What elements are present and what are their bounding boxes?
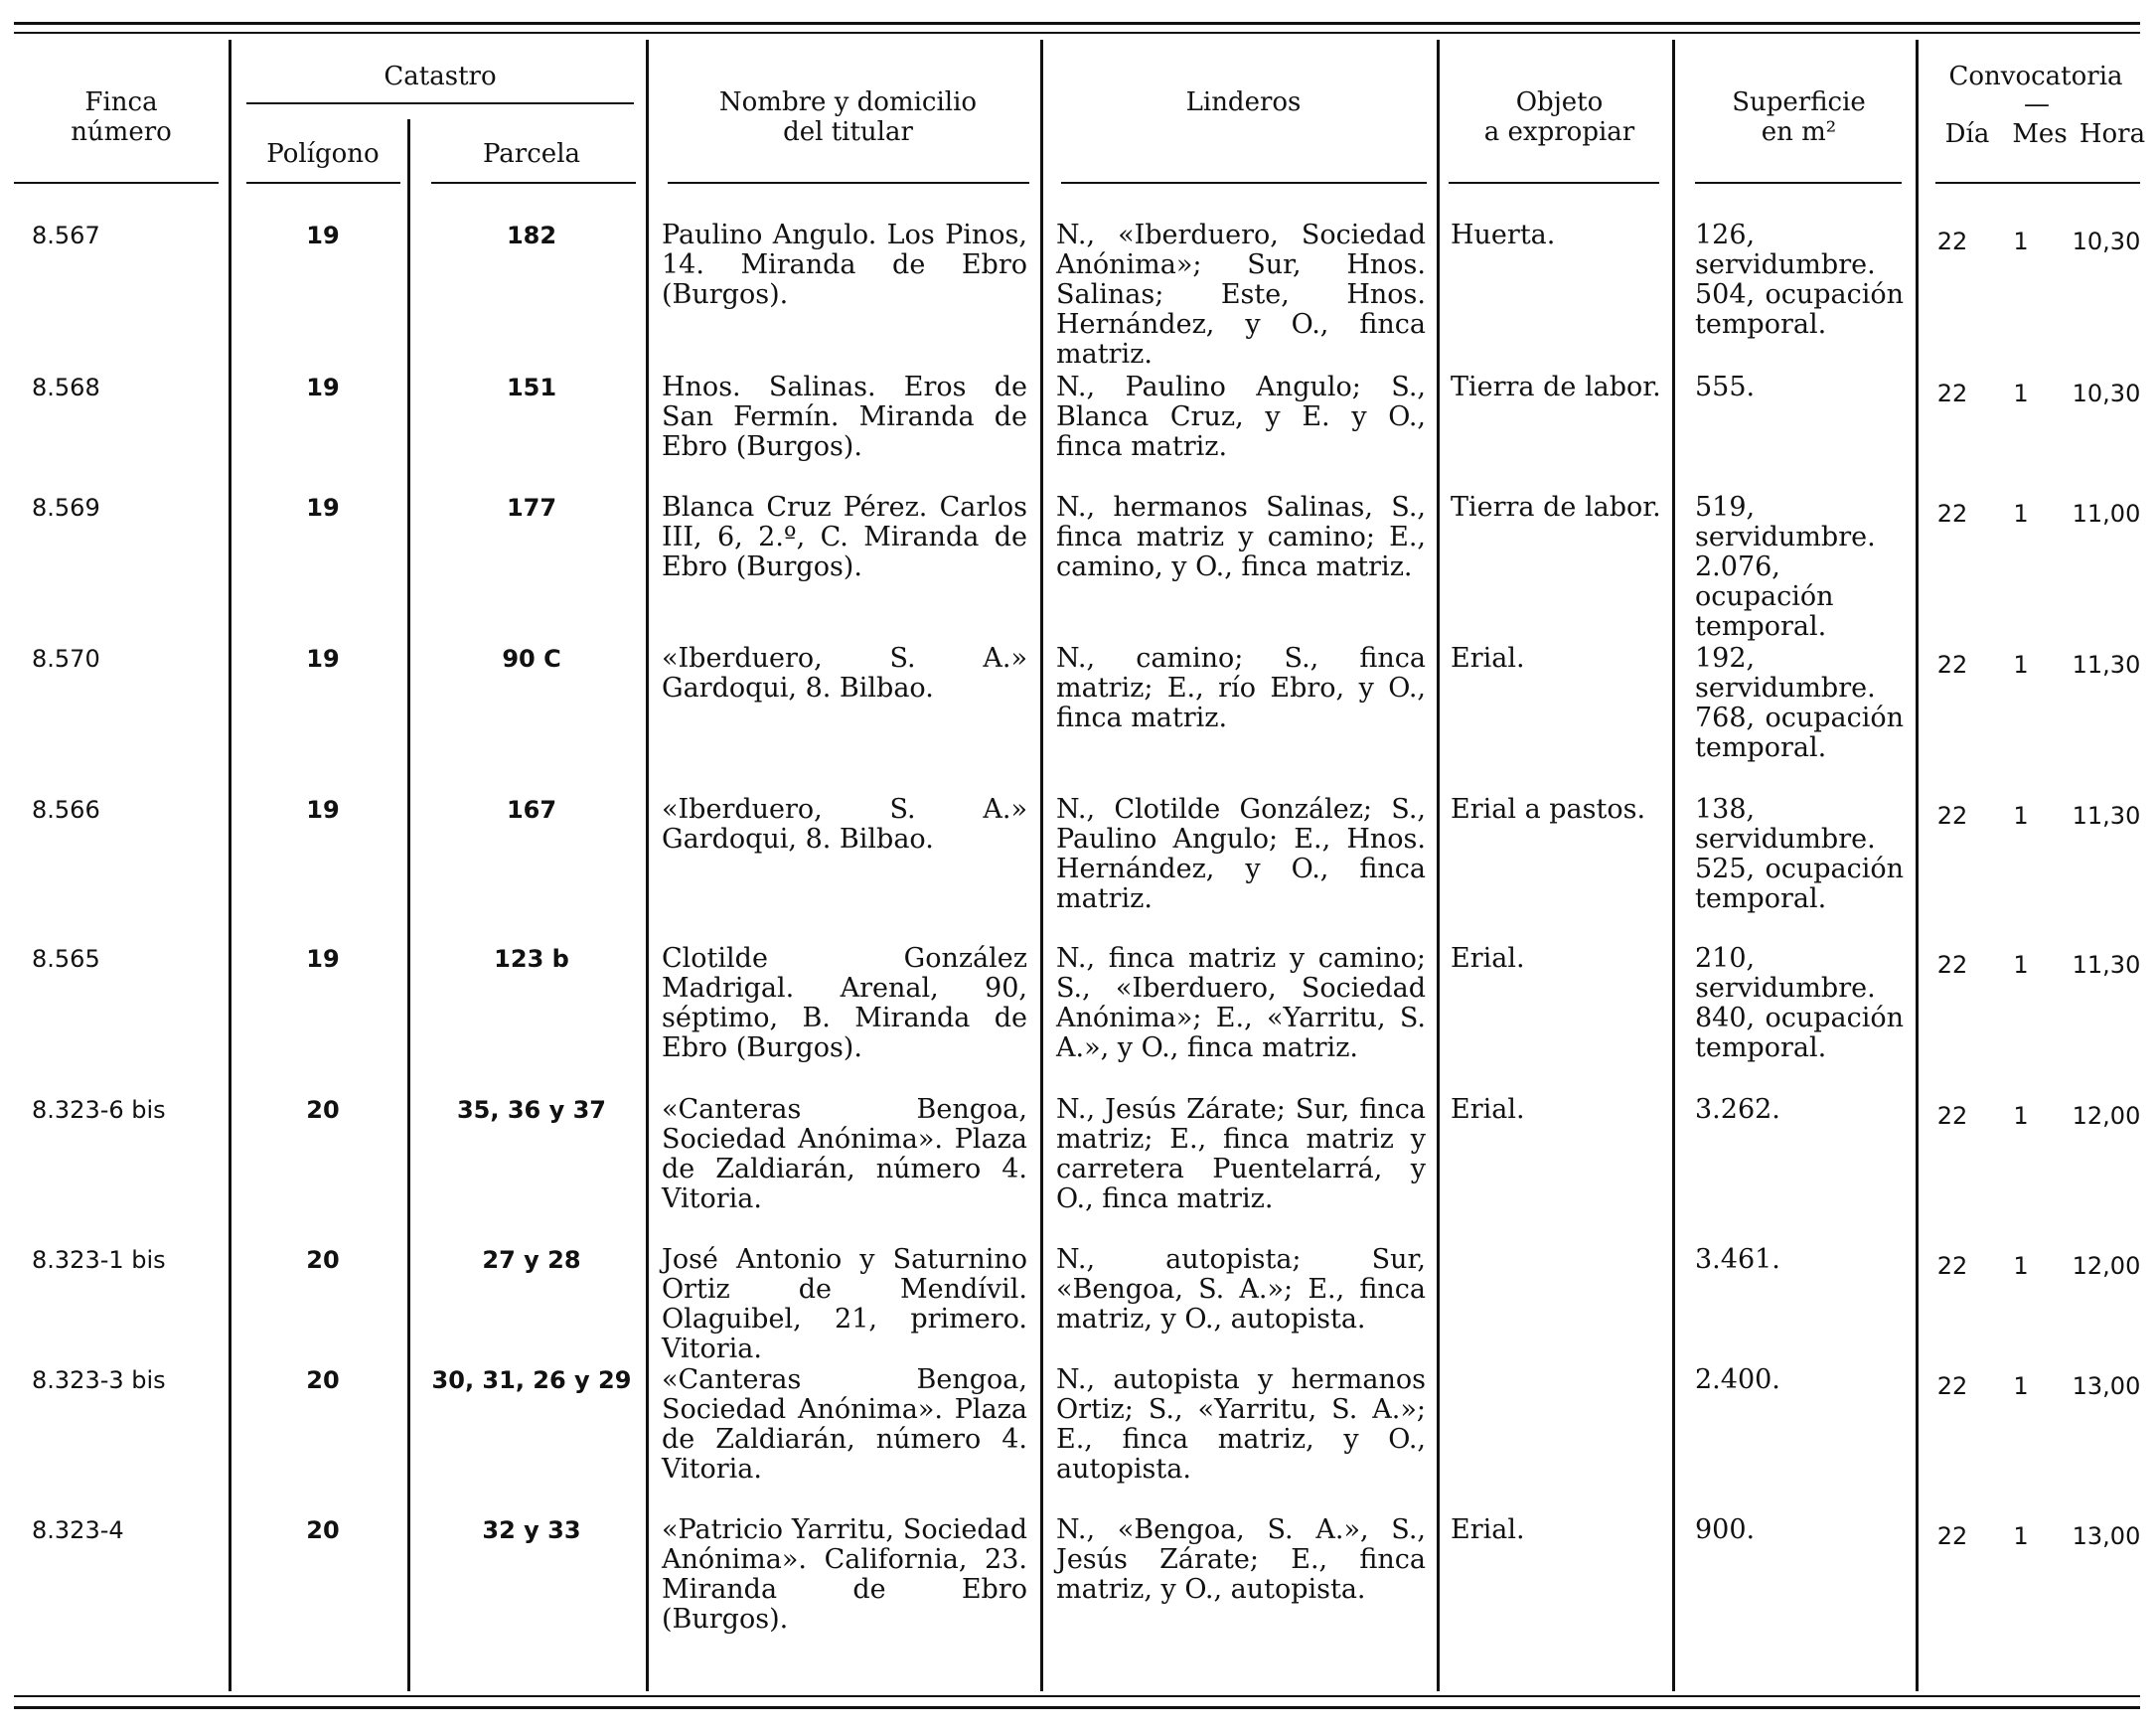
header-mes: Mes — [2012, 119, 2068, 149]
col-sep-4 — [1040, 40, 1043, 1691]
cell-mes: 1 — [2013, 1522, 2029, 1550]
header-rule-objeto — [1449, 182, 1659, 184]
cell-hora: 10,30 — [2072, 228, 2141, 255]
cell-poligono: 20 — [306, 1516, 340, 1544]
cell-objeto: Erial a pastos. — [1451, 794, 1646, 825]
cell-mes: 1 — [2013, 500, 2029, 528]
superficie-entry: 525, ocupación temporal. — [1695, 854, 1904, 914]
cell-mes: 1 — [2013, 802, 2029, 830]
cell-hora: 10,30 — [2072, 380, 2141, 407]
cell-titular: «Canteras Bengoa, Sociedad Anónima». Plaza de Zaldiarán, número 4. Vitoria. — [662, 1364, 1027, 1485]
superficie-entry: 504, ocupación temporal. — [1695, 279, 1904, 340]
cell-poligono: 20 — [306, 1246, 340, 1274]
cell-objeto: Erial. — [1451, 1514, 1525, 1545]
cell-dia: 22 — [1936, 1372, 1968, 1400]
cell-finca: 8.568 — [32, 374, 100, 401]
cell-linderos: N., finca matriz y camino; S., «Iberduero, Sociedad Anónima»; E., «Yarritu, S. A.», y O., finca matriz. — [1056, 943, 1426, 1063]
superficie-entry: 555. — [1695, 372, 1756, 402]
cell-linderos: N., autopista; Sur, «Bengoa, S. A.»; E., finca matriz, y O., autopista. — [1056, 1244, 1426, 1335]
cell-objeto: Tierra de labor. — [1451, 492, 1661, 523]
header-linderos: Linderos — [1185, 87, 1302, 117]
header-rule-finca — [14, 182, 219, 184]
bottom-rule-2 — [14, 1706, 2140, 1709]
col-sep-5 — [1437, 40, 1440, 1691]
col-sep-3 — [646, 40, 649, 1691]
cell-titular: Clotilde González Madrigal. Arenal, 90, séptimo, B. Miranda de Ebro (Burgos). — [662, 943, 1027, 1063]
cell-dia: 22 — [1936, 651, 1968, 679]
header-rule-titular — [668, 182, 1029, 184]
cell-titular: «Canteras Bengoa, Sociedad Anónima». Plaza de Zaldiarán, número 4. Vitoria. — [662, 1094, 1027, 1214]
header-rule-convocatoria — [1935, 182, 2140, 184]
cell-objeto: Erial. — [1451, 643, 1525, 674]
cell-parcela: 123 b — [494, 945, 569, 973]
cell-hora: 12,00 — [2072, 1252, 2141, 1280]
cell-hora: 11,30 — [2072, 951, 2141, 979]
cell-linderos: N., «Bengoa, S. A.», S., Jesús Zárate; E., finca matriz, y O., autopista. — [1056, 1514, 1426, 1605]
header-rule-linderos — [1061, 182, 1427, 184]
cell-mes: 1 — [2013, 1102, 2029, 1130]
header-titular: Nombre y domicilio del titular — [718, 87, 978, 147]
superficie-entry: 2.400. — [1695, 1364, 1780, 1395]
cell-poligono: 20 — [306, 1096, 340, 1124]
cell-parcela: 167 — [506, 796, 557, 824]
cell-dia: 22 — [1936, 1522, 1968, 1550]
header-rule-parcela — [431, 182, 636, 184]
header-objeto: Objeto a expropiar — [1483, 87, 1635, 147]
cell-parcela: 27 y 28 — [482, 1246, 581, 1274]
cell-dia: 22 — [1936, 228, 1968, 255]
cell-mes: 1 — [2013, 380, 2029, 407]
top-rule-1 — [14, 22, 2140, 25]
cell-finca: 8.323-6 bis — [32, 1096, 166, 1124]
cell-linderos: N., Paulino Angulo; S., Blanca Cruz, y E. y O., finca matriz. — [1056, 372, 1426, 462]
cell-superficie — [1695, 1365, 1904, 1395]
cell-hora: 12,00 — [2072, 1102, 2141, 1130]
cell-finca: 8.567 — [32, 222, 100, 249]
superficie-entry: 768, ocupación temporal. — [1695, 703, 1904, 763]
cell-finca: 8.323-4 — [32, 1516, 124, 1544]
cell-linderos: N., autopista y hermanos Ortiz; S., «Yarritu, S. A.»; E., finca matriz, y O., autopista. — [1056, 1364, 1426, 1485]
cell-superficie — [1695, 1245, 1904, 1275]
cell-hora: 11,30 — [2072, 802, 2141, 830]
cell-poligono: 19 — [306, 945, 340, 973]
header-convocatoria-dash: — — [2024, 89, 2050, 119]
cell-poligono: 19 — [306, 374, 340, 401]
cell-superficie — [1695, 944, 1904, 1063]
superficie-entry: 519, servidumbre. — [1695, 492, 1876, 552]
superficie-entry: 192, servidumbre. — [1695, 643, 1876, 704]
cell-titular: Paulino Angulo. Los Pinos, 14. Miranda de Ebro (Burgos). — [662, 220, 1027, 310]
cell-parcela: 35, 36 y 37 — [456, 1096, 607, 1124]
superficie-entry: 3.262. — [1695, 1094, 1780, 1125]
cell-titular: Hnos. Salinas. Eros de San Fermín. Miranda de Ebro (Burgos). — [662, 372, 1027, 462]
header-finca: Finca número — [71, 87, 172, 147]
cell-parcela: 177 — [506, 494, 557, 522]
cell-dia: 22 — [1936, 1252, 1968, 1280]
cell-objeto: Tierra de labor. — [1451, 372, 1661, 402]
superficie-entry: 3.461. — [1695, 1244, 1780, 1275]
cell-parcela: 30, 31, 26 y 29 — [431, 1366, 632, 1394]
cell-objeto: Erial. — [1451, 1094, 1525, 1125]
header-convocatoria: Convocatoria — [1948, 62, 2123, 91]
cell-dia: 22 — [1936, 951, 1968, 979]
cell-hora: 13,00 — [2072, 1522, 2141, 1550]
header-catastro: Catastro — [384, 62, 497, 91]
cell-linderos: N., «Iberduero, Sociedad Anónima»; Sur, Hnos. Salinas; Este, Hnos. Hernández, y O., finca matriz. — [1056, 220, 1426, 370]
cell-hora: 13,00 — [2072, 1372, 2141, 1400]
cell-finca: 8.566 — [32, 796, 100, 824]
cell-mes: 1 — [2013, 951, 2029, 979]
cell-poligono: 20 — [306, 1366, 340, 1394]
cell-titular: «Patricio Yarritu, Sociedad Anónima». California, 23. Miranda de Ebro (Burgos). — [662, 1514, 1027, 1635]
cell-objeto: Huerta. — [1451, 220, 1556, 250]
superficie-entry: 2.076, ocupación temporal. — [1695, 551, 1834, 642]
header-parcela: Parcela — [482, 139, 581, 169]
cell-parcela: 151 — [506, 374, 557, 401]
header-dia: Día — [1944, 119, 1990, 149]
cell-hora: 11,00 — [2072, 500, 2141, 528]
bottom-rule-1 — [14, 1695, 2140, 1697]
cell-superficie — [1695, 1515, 1904, 1545]
cell-titular: «Iberduero, S. A.» Gardoqui, 8. Bilbao. — [662, 794, 1027, 855]
superficie-entry: 126, servidumbre. — [1695, 220, 1876, 280]
header-poligono: Polígono — [266, 139, 380, 169]
superficie-entry: 840, ocupación temporal. — [1695, 1003, 1904, 1063]
cell-dia: 22 — [1936, 380, 1968, 407]
header-rule-poligono — [246, 182, 400, 184]
header-hora: Hora — [2079, 119, 2146, 149]
cell-mes: 1 — [2013, 1252, 2029, 1280]
cell-superficie — [1695, 493, 1904, 642]
cell-linderos: N., hermanos Salinas, S., finca matriz y camino; E., camino, y O., finca matriz. — [1056, 492, 1426, 582]
header-superficie: Superficie en m² — [1732, 87, 1866, 147]
cell-finca: 8.565 — [32, 945, 100, 973]
cell-parcela: 182 — [506, 222, 557, 249]
col-sep-6 — [1672, 40, 1675, 1691]
cell-linderos: N., Jesús Zárate; Sur, finca matriz; E., finca matriz y carretera Puentelarrá, y O., finca matriz. — [1056, 1094, 1426, 1214]
cell-superficie — [1695, 221, 1904, 340]
superficie-entry: 138, servidumbre. — [1695, 794, 1876, 855]
cell-parcela: 90 C — [502, 645, 561, 673]
cell-parcela: 32 y 33 — [482, 1516, 581, 1544]
header-rule-superficie — [1695, 182, 1902, 184]
col-sep-7 — [1916, 40, 1919, 1691]
cell-dia: 22 — [1936, 802, 1968, 830]
cell-superficie — [1695, 373, 1904, 402]
cell-titular: «Iberduero, S. A.» Gardoqui, 8. Bilbao. — [662, 643, 1027, 704]
col-sep-2 — [407, 119, 410, 1691]
col-sep-1 — [229, 40, 231, 1691]
cell-linderos: N., Clotilde González; S., Paulino Angulo; E., Hnos. Hernández, y O., finca matriz. — [1056, 794, 1426, 914]
cell-dia: 22 — [1936, 500, 1968, 528]
cell-superficie — [1695, 1095, 1904, 1125]
cell-mes: 1 — [2013, 228, 2029, 255]
superficie-entry: 900. — [1695, 1514, 1756, 1545]
cell-poligono: 19 — [306, 494, 340, 522]
cell-titular: Blanca Cruz Pérez. Carlos III, 6, 2.º, C. Miranda de Ebro (Burgos). — [662, 492, 1027, 582]
catastro-rule — [246, 102, 634, 104]
cell-superficie — [1695, 795, 1904, 914]
cell-finca: 8.323-1 bis — [32, 1246, 166, 1274]
superficie-entry: 210, servidumbre. — [1695, 943, 1876, 1004]
cell-mes: 1 — [2013, 1372, 2029, 1400]
cell-titular: José Antonio y Saturnino Ortiz de Mendívil. Olaguibel, 21, primero. Vitoria. — [662, 1244, 1027, 1364]
cell-linderos: N., camino; S., finca matriz; E., río Ebro, y O., finca matriz. — [1056, 643, 1426, 733]
cell-hora: 11,30 — [2072, 651, 2141, 679]
cell-poligono: 19 — [306, 796, 340, 824]
cell-poligono: 19 — [306, 645, 340, 673]
cell-mes: 1 — [2013, 651, 2029, 679]
cell-finca: 8.570 — [32, 645, 100, 673]
top-rule-2 — [14, 32, 2140, 34]
cell-finca: 8.323-3 bis — [32, 1366, 166, 1394]
cell-finca: 8.569 — [32, 494, 100, 522]
cell-dia: 22 — [1936, 1102, 1968, 1130]
cell-objeto: Erial. — [1451, 943, 1525, 974]
cell-poligono: 19 — [306, 222, 340, 249]
cell-superficie — [1695, 644, 1904, 763]
